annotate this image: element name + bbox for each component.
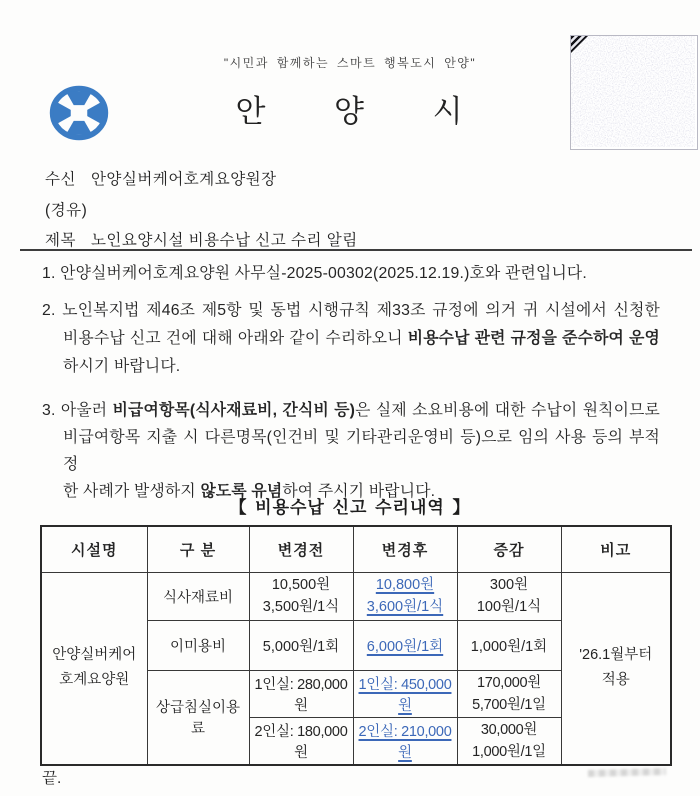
change-cell: 30,000원 1,000원/1일 [457, 717, 561, 765]
category-cell: 식사재료비 [147, 572, 249, 620]
table-header-row [41, 526, 671, 572]
subject-line [45, 228, 358, 250]
before-cell: 5,000원/1회 [249, 620, 353, 670]
col-header-facility: 시설명 [41, 526, 147, 572]
col-header-category: 구 분 [147, 526, 249, 572]
paragraph-1 [42, 260, 660, 288]
paragraph-2-line-1: 2. 노인복지법 제46조 제5항 및 동법 시행규칙 제33조 규정에 의거 귀 시설에서 신청한 [42, 302, 660, 319]
table-row [41, 572, 671, 620]
paragraph-3-line-2: 비급여항목 지출 시 다른명목(인건비 및 기타관리운영비 등)으로 임의 사용 등의 부적정 [63, 429, 660, 473]
facility-name-cell: 안양실버케어 호계요양원 [41, 572, 147, 765]
after-cell: 10,800원 3,600원/1식 [353, 572, 457, 620]
header-divider [20, 249, 692, 251]
paragraph-3 [42, 397, 660, 505]
end-mark: 끝. [42, 770, 62, 787]
recipient-value: 안양실버케어호계요양원장 [90, 171, 277, 188]
note-cell: '26.1월부터 적용 [561, 572, 671, 765]
via-line: (경유) [45, 202, 88, 219]
col-header-before: 변경전 [249, 526, 353, 572]
paragraph-3-line-1: 3. 아울러 비급여항목(식사재료비, 간식비 등)은 실제 소요비용에 대한 수납이 원칙이므로 [42, 402, 660, 419]
scan-smudge [588, 768, 666, 777]
change-cell: 1,000원/1회 [457, 620, 561, 670]
col-header-change: 증감 [457, 526, 561, 572]
paragraph-3-line-3: 한 사례가 발생하지 않도록 유념하여 주시기 바랍니다. [63, 483, 436, 500]
col-header-note: 비고 [561, 526, 671, 572]
paragraph-2-line-3: 하시기 바랍니다. [63, 358, 181, 375]
before-cell: 1인실: 280,000원 [249, 670, 353, 717]
paragraph-2-line-2: 비용수납 신고 건에 대해 아래와 같이 수리하오니 비용수납 관련 규정을 준수하여 운영 [63, 330, 660, 347]
category-cell: 이미용비 [147, 620, 249, 670]
table-title: 【 비용수납 신고 수리내역 】 [229, 498, 471, 517]
subject-value: 노인요양시설 비용수납 신고 수리 알림 [90, 232, 358, 249]
after-cell: 1인실: 450,000원 [353, 670, 457, 717]
city-slogan: "시민과 함께하는 스마트 행복도시 안양" [223, 56, 477, 70]
subject-label: 제목 [45, 232, 76, 249]
before-cell: 10,500원 3,500원/1식 [249, 572, 353, 620]
change-cell: 170,000원 5,700원/1일 [457, 670, 561, 717]
after-cell: 6,000원/1회 [353, 620, 457, 670]
paragraph-1-line-1: 1. 안양실버케어호계요양원 사무실-2025-00302(2025.12.19.)호와 관련입니다. [42, 265, 587, 282]
col-header-after: 변경후 [353, 526, 457, 572]
after-cell: 2인실: 210,000원 [353, 717, 457, 765]
category-cell: 상급침실이용료 [147, 670, 249, 765]
city-title: 안 양 시 [235, 94, 465, 129]
before-cell: 2인실: 180,000원 [249, 717, 353, 765]
recipient-label: 수신 [45, 171, 76, 188]
paragraph-2 [42, 297, 660, 381]
fee-approval-table [40, 525, 672, 766]
recipient-line [45, 167, 277, 189]
change-cell: 300원 100원/1식 [457, 572, 561, 620]
